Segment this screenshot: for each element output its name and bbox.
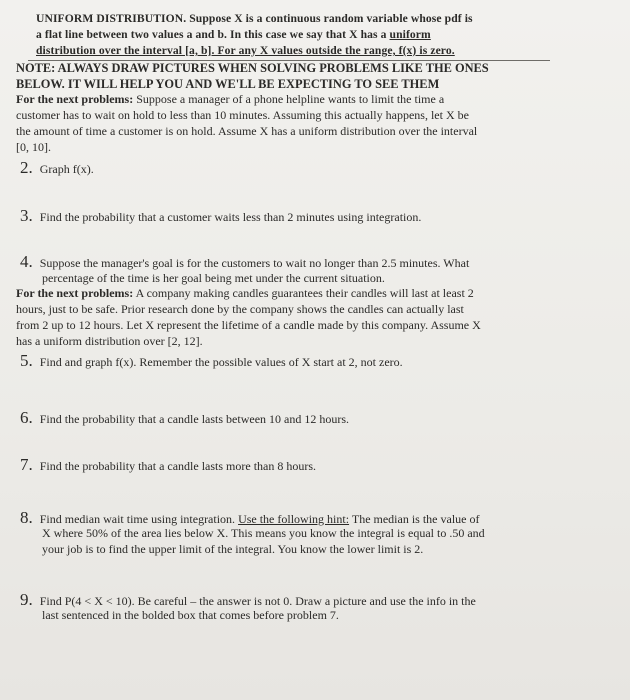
question-6-number: 6. [20, 408, 33, 427]
question-6-text: Find the probability that a candle lasts between 10 and 12 hours. [39, 412, 350, 426]
section2-heading: For the next problems: [16, 286, 134, 300]
question-2-text: Graph f(x). [39, 162, 94, 176]
question-5-text: Find and graph f(x). Remember the possible values of X start at 2, not zero. [39, 355, 403, 369]
question-7-text: Find the probability that a candle lasts more than 8 hours. [39, 459, 317, 473]
question-9-line-2: last sentenced in the bolded box that comes before problem 7. [42, 608, 339, 622]
question-9-line-1: Find P(4 < X < 10). Be careful – the answer is not 0. Draw a picture and use the info in the [39, 594, 476, 608]
section1-line-1 [16, 92, 444, 107]
question-5-number: 5. [20, 351, 33, 370]
question-2 [20, 158, 94, 178]
question-8 [20, 508, 479, 528]
question-8-hint: Use the following hint: [238, 512, 350, 526]
section2-line-3: from 2 up to 12 hours. Let X represent the lifetime of a candle made by this company. Assume X [16, 318, 481, 332]
question-6 [20, 408, 349, 428]
question-9 [20, 590, 476, 610]
question-4 [20, 252, 469, 272]
section2-line-4: has a uniform distribution over [2, 12]. [16, 334, 203, 348]
section1-line-2: customer has to wait on hold to less than 10 minutes. Assuming this actually happens, let X be [16, 108, 469, 122]
question-2-number: 2. [20, 158, 33, 177]
question-8-line-3: your job is to find the upper limit of the integral. You know the lower limit is 2. [42, 542, 424, 556]
intro-line-1: UNIFORM DISTRIBUTION. Suppose X is a continuous random variable whose pdf is [36, 12, 473, 25]
section1-heading: For the next problems: [16, 92, 134, 106]
note-line-2: BELOW. IT WILL HELP YOU AND WE'LL BE EXPECTING TO SEE THEM [16, 77, 440, 91]
note-line-1: NOTE: ALWAYS DRAW PICTURES WHEN SOLVING PROBLEMS LIKE THE ONES [16, 61, 489, 75]
question-4-line-2: percentage of the time is her goal being met under the current situation. [42, 271, 385, 285]
section1-line-1-text: Suppose a manager of a phone helpline wants to limit the time a [136, 92, 445, 106]
question-3-number: 3. [20, 206, 33, 225]
question-8-line-1c: The median is the value of [351, 512, 480, 526]
section1-line-3: the amount of time a customer is on hold. Assume X has a uniform distribution over the interval [16, 124, 478, 138]
intro-line-3: distribution over the interval [a, b]. For any X values outside the range, f(x) is zero. [36, 44, 455, 57]
question-3-text: Find the probability that a customer waits less than 2 minutes using integration. [39, 210, 422, 224]
question-4-line-1: Suppose the manager's goal is for the customers to wait no longer than 2.5 minutes. What [39, 256, 470, 270]
section2-line-1 [16, 286, 474, 301]
question-8-number: 8. [20, 508, 33, 527]
question-9-number: 9. [20, 590, 33, 609]
question-4-number: 4. [20, 252, 33, 271]
question-3 [20, 206, 421, 226]
question-8-line-1a: Find median wait time using integration. [39, 512, 236, 526]
intro-line-2 [36, 28, 431, 41]
question-7 [20, 455, 316, 475]
question-5 [20, 351, 403, 371]
intro-uniform-word: uniform [389, 28, 431, 41]
intro-line-2-text: a flat line between two values a and b. In this case we say that X has a [36, 28, 387, 41]
question-8-line-2: X where 50% of the area lies below X. This means you know the integral is equal to .50 and [42, 526, 485, 540]
section2-line-2: hours, just to be safe. Prior research done by the company shows the candles can actually last [16, 302, 464, 316]
question-7-number: 7. [20, 455, 33, 474]
section2-line-1-text: A company making candles guarantees their candles will last at least 2 [135, 286, 474, 300]
section1-line-4: [0, 10]. [16, 140, 51, 154]
